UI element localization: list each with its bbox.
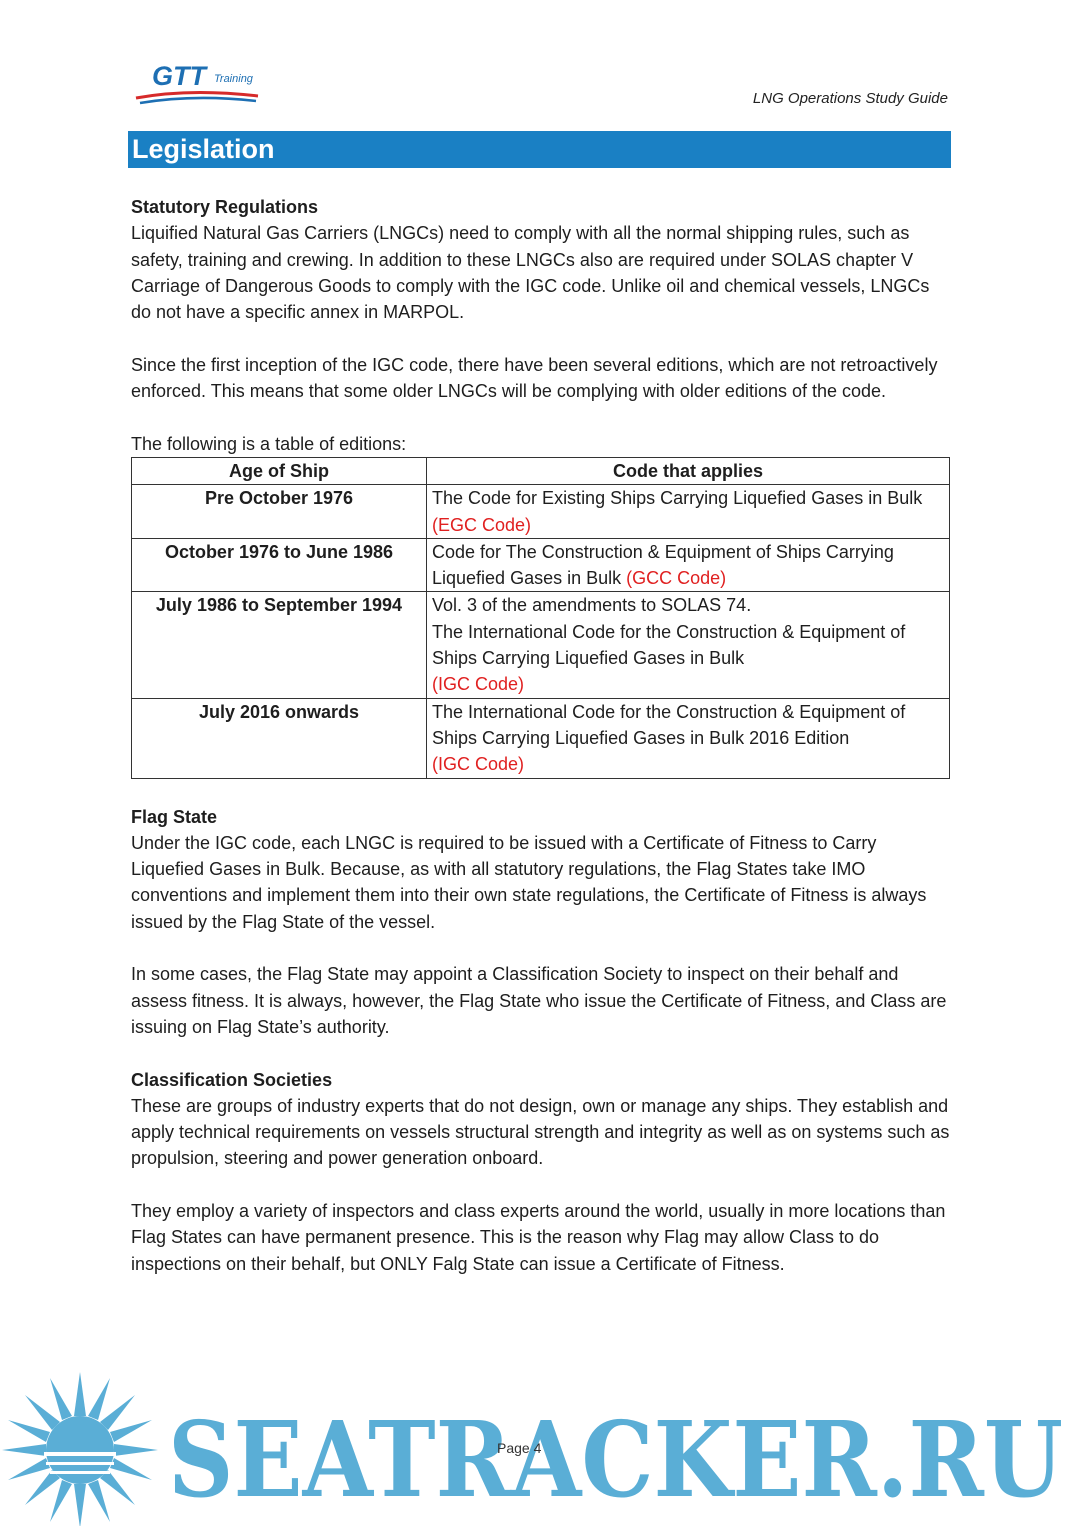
logo-subtext: Training <box>214 73 253 85</box>
code-name: The Code for Existing Ships Carrying Liquefied Gases in Bulk <box>432 488 923 509</box>
table-cell-code <box>427 538 950 592</box>
table-cell-age: October 1976 to June 1986 <box>132 538 427 592</box>
gtt-training-logo <box>130 60 265 108</box>
code-abbreviation: (IGC Code) <box>432 754 525 775</box>
section-title: Legislation <box>132 134 275 164</box>
statutory-heading: Statutory Regulations <box>131 197 319 217</box>
table-row <box>132 538 950 592</box>
guide-title: LNG Operations Study Guide <box>752 90 948 107</box>
table-cell-code <box>427 698 950 778</box>
sun-icon <box>2 1372 158 1526</box>
flag-state-paragraph-1: Under the IGC code, each LNGC is required to be issued with a Certificate of Fitness to Carry Liquefied Gases in Bulk. Because, as with all statutory regulations, the Flag States take IMO conventions and implement them into their own state regulations, the Certificate of Fitness is always issued by the Flag State of the vessel. <box>131 832 927 932</box>
code-abbreviation: (GCC Code) <box>626 568 727 589</box>
table-row <box>132 592 950 698</box>
table-intro: The following is a table of editions: <box>131 433 407 454</box>
table-cell-age: July 2016 onwards <box>132 698 427 778</box>
code-name: The International Code for the Construction & Equipment of Ships Carrying Liquefied Gases in Bulk <box>432 621 906 669</box>
statutory-paragraph-2: Since the first inception of the IGC code, there have been several editions, which are not retroactively enforced. This means that some older LNGCs will be complying with older editions of the code. <box>131 354 938 402</box>
table-header-row <box>132 457 950 484</box>
code-note: Vol. 3 of the amendments to SOLAS 74. <box>432 595 752 616</box>
table-cell-code <box>427 485 950 539</box>
document-body <box>131 194 951 1277</box>
table-cell-age: Pre October 1976 <box>132 485 427 539</box>
table-header-age: Age of Ship <box>132 457 427 484</box>
code-name: The International Code for the Construction & Equipment of Ships Carrying Liquefied Gases in Bulk 2016 Edition <box>432 701 906 748</box>
classification-paragraph-2: They employ a variety of inspectors and class experts around the world, usually in more locations than Flag States can have permanent presence. This is the reason why Flag may allow Class to do inspections on their behalf, but ONLY Falg State can issue a Certificate of Fitness. <box>131 1200 946 1274</box>
statutory-paragraph-1: Liquified Natural Gas Carriers (LNGCs) need to comply with all the normal shipping rules, such as safety, training and crewing. In addition to these LNGCs also are required under SOLAS chapter V Carriage of Dangerous Goods to comply with the IGC code. Unlike oil and chemical vessels, LNGCs do not have a specific annex in MARPOL. <box>131 223 930 323</box>
section-banner <box>128 131 951 168</box>
flag-state-paragraph-2: In some cases, the Flag State may appoint a Classification Society to inspect on their behalf and assess fitness. It is always, however, the Flag State who issue the Certificate of Fitness, and Class are issuing on Flag State’s authority. <box>131 964 947 1037</box>
flag-state-heading: Flag State <box>131 806 218 827</box>
table-header-code: Code that applies <box>427 457 950 484</box>
table-row <box>132 485 950 539</box>
page-number: Page 4 <box>497 1440 542 1456</box>
table-cell-code <box>427 592 950 698</box>
editions-table <box>131 457 950 779</box>
code-name: Code for The Construction & Equipment of Ships Carrying Liquefied Gases in Bulk <box>432 541 894 589</box>
code-abbreviation: (EGC Code) <box>432 514 532 535</box>
code-abbreviation: (IGC Code) <box>432 674 525 695</box>
classification-heading: Classification Societies <box>131 1069 333 1090</box>
table-row <box>132 698 950 778</box>
table-cell-age: July 1986 to September 1994 <box>132 592 427 698</box>
logo-text: GTT <box>152 61 206 91</box>
classification-paragraph-1: These are groups of industry experts that do not design, own or manage any ships. They establish and apply technical requirements on vessels structural strength and integrity as well as on systems such as propulsion, steering and power generation onboard. <box>131 1095 950 1169</box>
watermark-text: SEATRACKER.RU <box>168 1398 1063 1521</box>
